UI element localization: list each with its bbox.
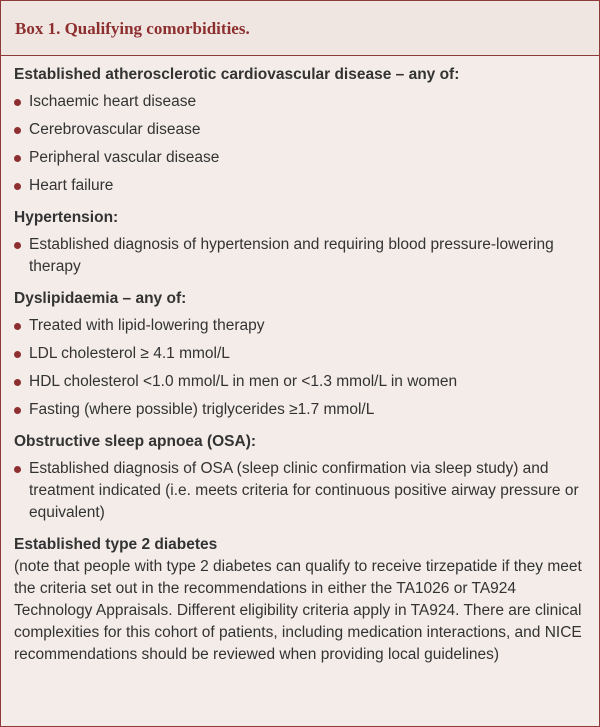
list-item-text: Ischaemic heart disease (29, 93, 197, 110)
bullet-icon (14, 242, 21, 249)
section-heading: Established type 2 diabetes (14, 536, 218, 553)
section-dyslipidaemia (14, 288, 583, 421)
list-item-text: Cerebrovascular disease (29, 121, 201, 138)
bullet-list (14, 458, 583, 524)
list-item-text: Treated with lipid-lowering therapy (29, 317, 265, 334)
list-item-text: LDL cholesterol ≥ 4.1 mmol/L (29, 345, 230, 362)
section-heading: Established atherosclerotic cardiovascular disease – any of: (14, 66, 460, 83)
bullet-icon (14, 379, 21, 386)
list-item (14, 234, 583, 278)
list-item-text: Heart failure (29, 177, 114, 194)
section-heading: Obstructive sleep apnoea (OSA): (14, 433, 257, 450)
bullet-icon (14, 351, 21, 358)
bullet-list (14, 91, 583, 197)
list-item (14, 371, 583, 393)
bullet-icon (14, 323, 21, 330)
bullet-list (14, 234, 583, 278)
list-item-text: HDL cholesterol <1.0 mmol/L in men or <1.3 mmol/L in women (29, 373, 458, 390)
list-item (14, 458, 583, 524)
section-hypertension (14, 207, 583, 278)
bullet-list (14, 315, 583, 421)
box-content (1, 56, 599, 666)
box-title: Box 1. Qualifying comorbidities. (15, 19, 250, 38)
bullet-icon (14, 183, 21, 190)
section-note: (note that people with type 2 diabetes can qualify to receive tirzepatide if they meet the criteria set out in the recommendations in either the TA1026 or TA924 Technology Appraisals. Different eligibility criteria apply in TA924. There are clinical complexities for this cohort of patients, including medication interactions, and NICE recommendations should be reviewed when providing local guidelines) (14, 558, 582, 663)
section-type2-diabetes (14, 534, 583, 666)
section-heading: Dyslipidaemia – any of: (14, 290, 187, 307)
bullet-icon (14, 127, 21, 134)
list-item (14, 343, 583, 365)
bullet-icon (14, 407, 21, 414)
bullet-icon (14, 466, 21, 473)
section-osa (14, 431, 583, 524)
list-item (14, 399, 583, 421)
list-item (14, 147, 583, 169)
bullet-icon (14, 155, 21, 162)
section-ascvd (14, 64, 583, 197)
list-item-text: Peripheral vascular disease (29, 149, 220, 166)
list-item-text: Fasting (where possible) triglycerides ≥1.7 mmol/L (29, 401, 375, 418)
box-header (1, 1, 599, 56)
list-item (14, 175, 583, 197)
list-item (14, 119, 583, 141)
bullet-icon (14, 99, 21, 106)
list-item-text: Established diagnosis of hypertension and requiring blood pressure-lowering therapy (29, 236, 554, 275)
section-heading: Hypertension: (14, 209, 119, 226)
list-item (14, 315, 583, 337)
list-item-text: Established diagnosis of OSA (sleep clinic confirmation via sleep study) and treatment indicated (i.e. meets criteria for continuous positive airway pressure or equivalent) (29, 460, 579, 521)
list-item (14, 91, 583, 113)
